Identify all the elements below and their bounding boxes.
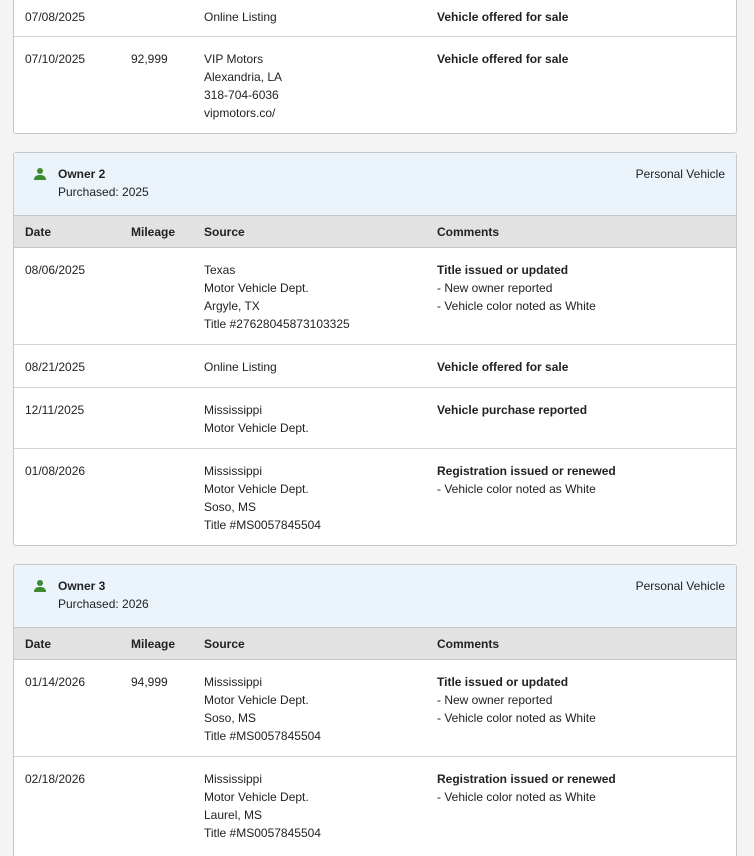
table-row — [14, 388, 736, 449]
source-line: Motor Vehicle Dept. — [204, 482, 309, 496]
row-date: 01/08/2026 — [25, 464, 86, 478]
owner-2-card — [13, 152, 737, 546]
source-line: Mississippi — [204, 772, 263, 786]
row-comments — [437, 673, 727, 727]
table-row — [14, 37, 736, 134]
person-icon — [33, 579, 47, 593]
row-source — [204, 462, 424, 534]
comment-heading: Title issued or updated — [437, 263, 569, 277]
header-date: Date — [25, 637, 52, 651]
source-line: Online Listing — [204, 360, 277, 374]
owner-3-card — [13, 564, 737, 856]
header-mileage: Mileage — [131, 637, 176, 651]
prev-owner-history-card — [13, 0, 737, 134]
owner-purchased: Purchased: 2025 — [58, 185, 149, 199]
row-comments — [437, 358, 727, 376]
comment-heading: Title issued or updated — [437, 675, 569, 689]
row-comments — [437, 261, 727, 315]
table-header — [14, 216, 736, 248]
source-line: Laurel, MS — [204, 808, 263, 822]
row-date: 12/11/2025 — [25, 403, 85, 417]
source-line: Motor Vehicle Dept. — [204, 281, 309, 295]
comment-heading: Registration issued or renewed — [437, 772, 616, 786]
table-row — [14, 757, 736, 854]
comment-line: - Vehicle color noted as White — [437, 790, 596, 804]
source-line: Title #MS0057845504 — [204, 518, 321, 532]
source-line: Motor Vehicle Dept. — [204, 693, 309, 707]
table-row — [14, 660, 736, 757]
source-line: Mississippi — [204, 675, 263, 689]
owner-header — [14, 153, 736, 216]
comment-heading: Registration issued or renewed — [437, 464, 616, 478]
header-source: Source — [204, 225, 245, 239]
owner-header — [14, 565, 736, 628]
header-date: Date — [25, 225, 52, 239]
header-comments: Comments — [437, 637, 500, 651]
owner-title: Owner 2 — [58, 167, 106, 181]
comment-line: - Vehicle color noted as White — [437, 482, 596, 496]
row-date: 02/18/2026 — [25, 772, 86, 786]
table-header — [14, 628, 736, 660]
comment-line: - Vehicle color noted as White — [437, 711, 596, 725]
owner-vehicle-type: Personal Vehicle — [635, 579, 725, 593]
source-link[interactable]: vipmotors.co/ — [204, 106, 276, 120]
owner-purchased: Purchased: 2026 — [58, 597, 149, 611]
row-date: 07/10/2025 — [25, 52, 86, 66]
row-source — [204, 358, 424, 376]
comment-heading: Vehicle offered for sale — [437, 10, 569, 24]
comment-heading: Vehicle offered for sale — [437, 52, 569, 66]
row-date: 08/21/2025 — [25, 360, 86, 374]
source-line: Title #MS0057845504 — [204, 729, 321, 743]
row-date: 07/08/2025 — [25, 10, 86, 24]
source-line: Soso, MS — [204, 500, 257, 514]
row-source — [204, 770, 424, 842]
comment-line: - Vehicle color noted as White — [437, 299, 596, 313]
table-row — [14, 0, 736, 37]
person-icon — [33, 167, 47, 181]
source-line: Alexandria, LA — [204, 70, 283, 84]
owner-vehicle-type: Personal Vehicle — [635, 167, 725, 181]
row-comments — [437, 50, 727, 68]
header-comments: Comments — [437, 225, 500, 239]
source-line: Mississippi — [204, 464, 263, 478]
row-source — [204, 8, 424, 26]
source-line: Soso, MS — [204, 711, 257, 725]
comment-line: - New owner reported — [437, 281, 553, 295]
row-date: 01/14/2026 — [25, 675, 86, 689]
source-line: Online Listing — [204, 10, 277, 24]
comment-heading: Vehicle purchase reported — [437, 403, 588, 417]
row-date: 08/06/2025 — [25, 263, 86, 277]
row-comments — [437, 770, 727, 806]
table-row — [14, 345, 736, 388]
source-line: Motor Vehicle Dept. — [204, 421, 309, 435]
row-comments — [437, 462, 727, 498]
row-comments — [437, 8, 727, 26]
owner-title: Owner 3 — [58, 579, 106, 593]
source-line: Argyle, TX — [204, 299, 260, 313]
row-source — [204, 261, 424, 333]
source-line: Title #MS0057845504 — [204, 826, 321, 840]
source-line: Motor Vehicle Dept. — [204, 790, 309, 804]
comment-line: - New owner reported — [437, 693, 553, 707]
row-mileage: 92,999 — [131, 52, 168, 66]
header-source: Source — [204, 637, 245, 651]
row-source — [204, 50, 424, 122]
source-line: Texas — [204, 263, 236, 277]
row-mileage: 94,999 — [131, 675, 168, 689]
source-line: Mississippi — [204, 403, 263, 417]
source-line: Title #27628045873103325 — [204, 317, 350, 331]
table-row — [14, 449, 736, 545]
row-source — [204, 401, 424, 437]
comment-heading: Vehicle offered for sale — [437, 360, 569, 374]
header-mileage: Mileage — [131, 225, 176, 239]
row-source — [204, 673, 424, 745]
row-comments — [437, 401, 727, 419]
source-line: VIP Motors — [204, 52, 264, 66]
table-row — [14, 248, 736, 345]
source-line: 318-704-6036 — [204, 88, 279, 102]
